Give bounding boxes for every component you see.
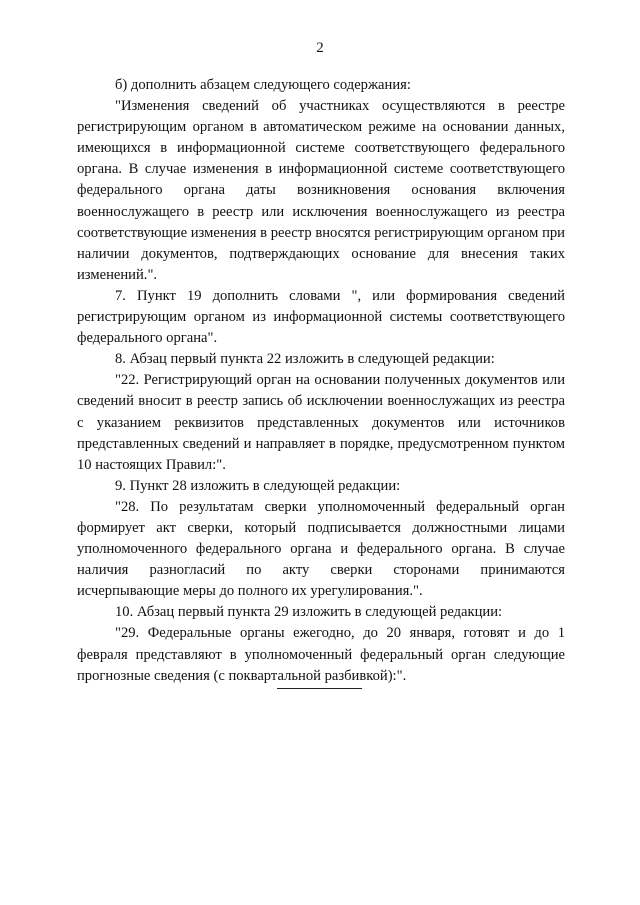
paragraph-amendment-b: б) дополнить абзацем следующего содержания: [115, 77, 411, 93]
paragraph-item-8: 8. Абзац первый пункта 22 изложить в следующей редакции: [115, 351, 495, 368]
page-number: 2 [316, 40, 324, 56]
paragraph-item-10: 10. Абзац первый пункта 29 изложить в следующей редакции: [115, 604, 503, 621]
paragraph-quoted-22: "22. Регистрирующий орган на основании полученных документов или сведений вносит в реестр запись об исключении военнослужащих из реестра с указанием реквизитов представленных документов или источников представленных сведений и направляет в порядке, предусмотренном пунктом 10 настоящих Правил:". [77, 372, 565, 473]
paragraph-item-9: 9. Пункт 28 изложить в следующей редакции: [115, 477, 401, 494]
paragraph-quoted-28: "28. По результатам сверки уполномоченный федеральный орган формирует акт сверки, который подписывается должностными лицами уполномоченного федерального органа и федерального органа. В случае наличия разногласий по акту сверки сторонами принимаются исчерпывающие меры до полного их урегулирования.". [77, 498, 565, 600]
document-body [77, 75, 565, 687]
paragraph-quoted-29: "29. Федеральные органы ежегодно, до 20 января, готовят и до 1 февраля представляют в уполномоченный федеральный орган следующие прогнозные сведения (с поквартальной разбивкой):". [77, 625, 565, 684]
paragraph-item-7: 7. Пункт 19 дополнить словами ", или формирования сведений регистрирующим органом из информационной системы соответствующего федерального органа". [77, 287, 565, 347]
paragraph-quoted-changes: "Изменения сведений об участниках осуществляются в реестре регистрирующим органом в автоматическом режиме на основании данных, имеющихся в информационной системе соответствующего федерального органа. В случае изменения в информационной системе соответствующего федерального органа даты возникновения основания включения военнослужащего в реестр или исключения военнослужащего из реестра соответствующие изменения в реестр вносятся регистрирующим органом при наличии документов, подтверждающих основание для внесения таких изменений.". [77, 98, 565, 283]
end-divider-line [277, 688, 362, 689]
